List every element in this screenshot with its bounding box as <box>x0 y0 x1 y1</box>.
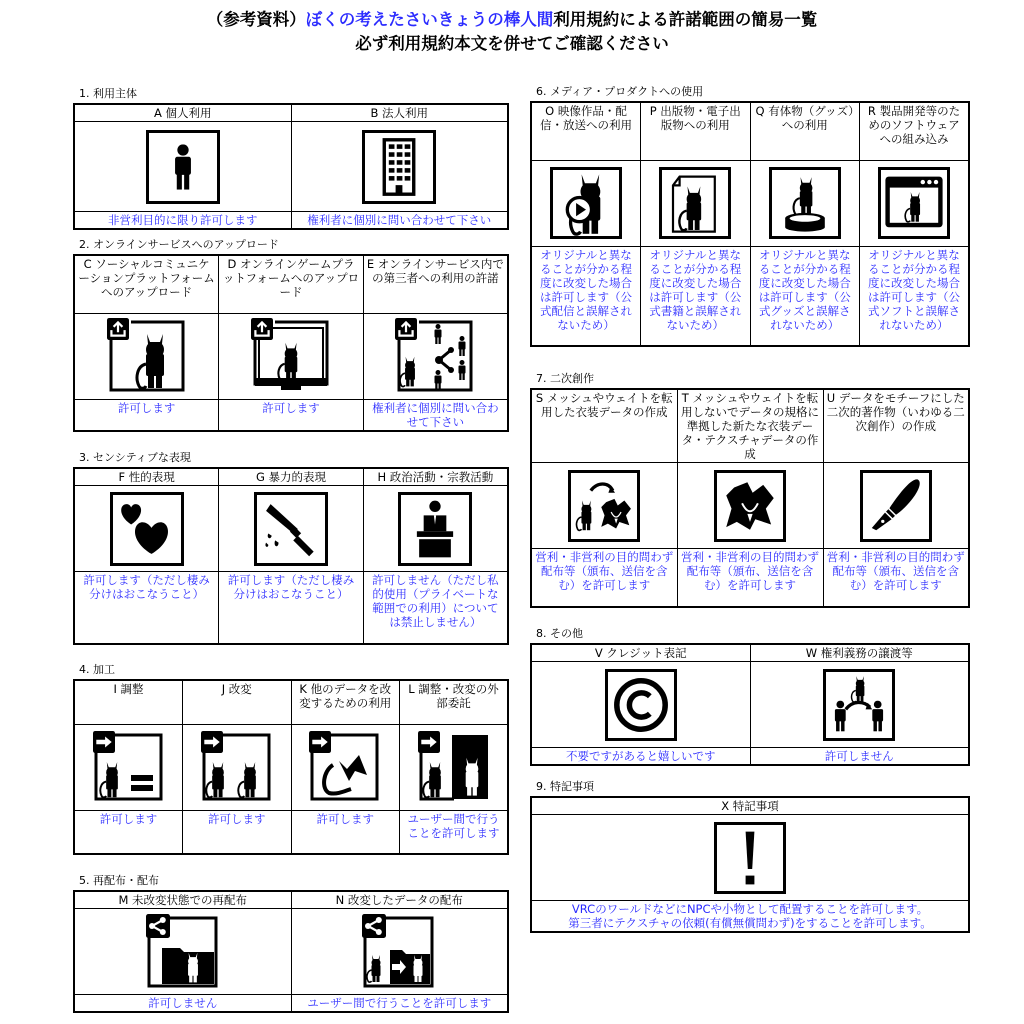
section-title: 2. オンラインサービスへのアップロード <box>79 238 279 251</box>
permission-table <box>530 101 970 347</box>
item-result: オリジナルと異なることが分かる程度に改変した場合は許可します（公式配信と誤解されないため） <box>531 246 641 346</box>
item-result <box>531 901 969 933</box>
item-result: 許可します（ただし棲み分けはおこなうこと） <box>219 572 364 644</box>
section-special-notes <box>530 780 970 933</box>
item-label: B 法人利用 <box>291 104 508 122</box>
item-result: 許可しません（ただし私的使用（プライベートな範囲での利用）については禁止しません） <box>363 572 508 644</box>
item-result: ユーザー間で行うことを許可します <box>400 810 509 854</box>
item-label: O 映像作品・配信・放送への利用 <box>531 102 641 160</box>
item-result: 営利・非営利の目的問わず配布等（頒布、送信を含む）を許可します <box>677 549 823 607</box>
title-line-2: 必ず利用規約本文を併せてご確認ください <box>355 34 669 53</box>
item-result: 許可します <box>291 810 400 854</box>
item-result: 権利者に個別に問い合わせて下さい <box>363 399 508 431</box>
avatar-to-outfit-icon <box>568 470 640 542</box>
section-title: 3. センシティブな表現 <box>79 451 191 464</box>
item-label: P 出版物・電子出版物への利用 <box>641 102 751 160</box>
item-label: E オンラインサービス内での第三者への利用の許諾 <box>363 255 508 313</box>
item-result: オリジナルと異なることが分かる程度に改変した場合は許可します（公式書籍と誤解されないため） <box>641 246 751 346</box>
section-title: 6. メディア・プロダクトへの使用 <box>536 85 704 98</box>
section-sensitive-expression <box>73 451 509 645</box>
person-icon <box>146 130 220 204</box>
item-result: 営利・非営利の目的問わず配布等（頒布、送信を含む）を許可します <box>823 549 969 607</box>
section-derivative-works <box>530 372 970 608</box>
item-result: 不要ですがあると嬉しいです <box>531 748 750 766</box>
podium-speaker-icon <box>398 492 472 566</box>
section-title: 1. 利用主体 <box>79 87 137 100</box>
item-label: D オンラインゲームプラットフォームへのアップロード <box>219 255 364 313</box>
upload-share-users-icon <box>395 318 475 394</box>
adjust-equal-icon <box>93 731 165 803</box>
section-others <box>530 627 970 766</box>
item-label: K 他のデータを改変するための利用 <box>291 680 400 724</box>
item-label: L 調整・改変の外部委託 <box>400 680 509 724</box>
title-line-1: （参考資料）ぼくの考えたさいきょうの棒人間利用規約による許諾範囲の簡易一覧 <box>206 10 818 29</box>
permission-table <box>73 103 509 230</box>
item-result: 許可します <box>219 399 364 431</box>
page-title <box>0 8 1024 56</box>
upload-avatar-icon <box>107 318 187 394</box>
section-media-products <box>530 85 970 347</box>
permission-table <box>73 890 509 1013</box>
item-label: S メッシュやウェイトを転用した衣装データの作成 <box>531 389 677 463</box>
item-label: T メッシュやウェイトを転用しないでデータの規格に準拠した新たな衣装データ・テクスチャデータの作成 <box>677 389 823 463</box>
permission-table <box>73 467 509 645</box>
hearts-icon <box>110 492 184 566</box>
item-label: N 改変したデータの配布 <box>291 891 508 909</box>
note-line: VRCのワールドなどにNPCや小物として配置することを許可します。 <box>571 902 929 916</box>
permission-table <box>530 388 970 608</box>
section-title: 8. その他 <box>536 627 583 640</box>
share-folder-icon <box>146 914 220 990</box>
video-play-icon <box>550 167 622 239</box>
item-label: V クレジット表記 <box>531 644 750 662</box>
knife-blood-icon <box>254 492 328 566</box>
building-icon <box>362 130 436 204</box>
copyright-icon <box>605 669 677 741</box>
section-title: 9. 特記事項 <box>536 780 594 793</box>
item-label: I 調整 <box>74 680 183 724</box>
item-result: 許可しません <box>74 995 291 1013</box>
item-result: 許可します <box>74 399 219 431</box>
item-label: H 政治活動・宗教活動 <box>363 468 508 486</box>
item-label: Q 有体物（グッズ）への利用 <box>750 102 860 160</box>
item-label: F 性的表現 <box>74 468 219 486</box>
section-title: 7. 二次創作 <box>536 372 594 385</box>
upload-game-monitor-icon <box>251 318 331 394</box>
outfit-icon <box>714 470 786 542</box>
share-modified-folder-icon <box>362 914 436 990</box>
item-label: U データをモチーフにした二次的著作物（いわゆる二次創作）の作成 <box>823 389 969 463</box>
transfer-rights-icon <box>823 669 895 741</box>
figure-stand-icon <box>769 167 841 239</box>
section-online-upload <box>73 238 509 432</box>
item-label: W 権利義務の譲渡等 <box>750 644 969 662</box>
software-window-icon <box>878 167 950 239</box>
note-line: 第三者にテクスチャの依頼(有償無償問わず)をすることを許可します。 <box>568 916 932 930</box>
section-usage-subject <box>73 87 509 230</box>
document-avatar-icon <box>659 167 731 239</box>
product-name: ぼくの考えたさいきょうの棒人間 <box>305 10 554 29</box>
item-result: 許可します <box>74 810 183 854</box>
permission-table <box>530 643 970 766</box>
item-label: M 未改変状態での再配布 <box>74 891 291 909</box>
item-result: 権利者に個別に問い合わせて下さい <box>291 212 508 230</box>
exclamation-icon <box>714 822 786 894</box>
modify-two-avatars-icon <box>201 731 273 803</box>
parts-reuse-icon <box>309 731 381 803</box>
section-processing <box>73 663 509 855</box>
item-result: 許可しません <box>750 748 969 766</box>
permission-table <box>73 254 509 432</box>
section-title: 5. 再配布・配布 <box>79 874 159 887</box>
item-label: A 個人利用 <box>74 104 291 122</box>
item-result: 許可します <box>183 810 292 854</box>
item-result: ユーザー間で行うことを許可します <box>291 995 508 1013</box>
item-result: 非営利目的に限り許可します <box>74 212 291 230</box>
section-redistribution <box>73 874 509 1013</box>
item-label: X 特記事項 <box>531 797 969 815</box>
item-label: R 製品開発等のためのソフトウェアへの組み込み <box>860 102 970 160</box>
item-result: 許可します（ただし棲み分けはおこなうこと） <box>74 572 219 644</box>
item-label: G 暴力的表現 <box>219 468 364 486</box>
item-result: 営利・非営利の目的問わず配布等（頒布、送信を含む）を許可します <box>531 549 677 607</box>
item-result: オリジナルと異なることが分かる程度に改変した場合は許可します（公式グッズと誤解されないため） <box>750 246 860 346</box>
section-title: 4. 加工 <box>79 663 115 676</box>
item-label: J 改変 <box>183 680 292 724</box>
permission-table <box>530 796 970 933</box>
outsource-icon <box>418 731 490 803</box>
fountain-pen-icon <box>860 470 932 542</box>
item-result: オリジナルと異なることが分かる程度に改変した場合は許可します（公式ソフトと誤解されないため） <box>860 246 970 346</box>
item-label: C ソーシャルコミュニケーションプラットフォームへのアップロード <box>74 255 219 313</box>
permission-table <box>73 679 509 855</box>
